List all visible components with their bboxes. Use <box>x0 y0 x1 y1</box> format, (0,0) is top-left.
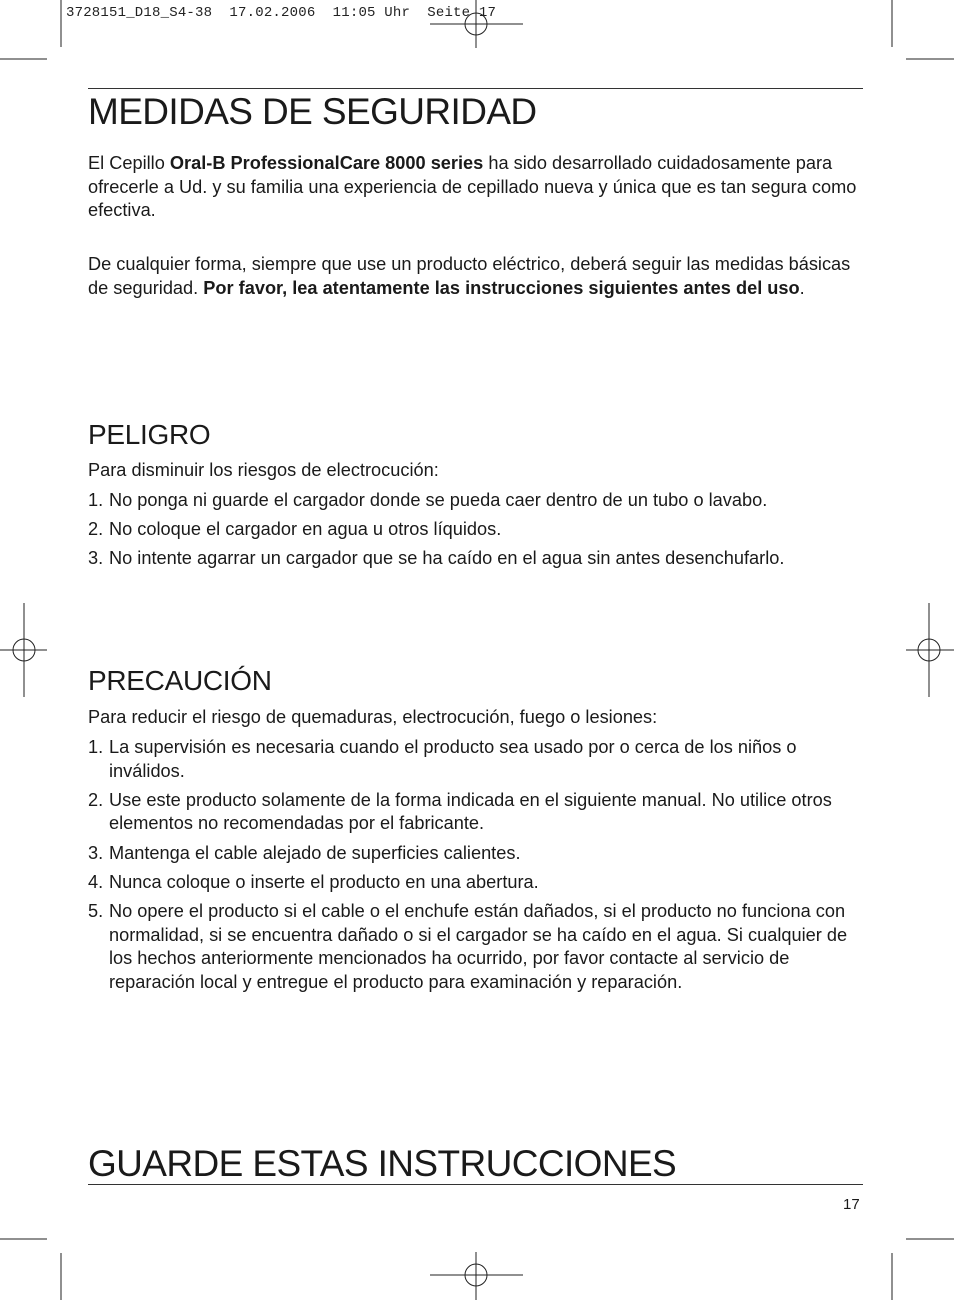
closing-heading: GUARDE ESTAS INSTRUCCIONES <box>88 1143 677 1184</box>
list-item: 5. No opere el producto si el cable o el enchufe están dañados, si el producto no funciona con normalidad, si se encuentra dañado o si el cargador se ha caído en el agua. Si cualquier de los hechos anteriormente mencionados ha ocurrido, por favor contacte al servicio de reparación local y entregue el producto para examinación y reparación. <box>88 900 848 992</box>
list-item: 1. No ponga ni guarde el cargador donde se pueda caer dentro de un tubo o lavabo. <box>88 490 768 510</box>
list-item: 2. Use este producto solamente de la forma indicada en el siguiente manual. No utilice otros elementos no recomendadas por el fabricante. <box>88 789 832 834</box>
title-rule <box>88 88 863 89</box>
precaucion-list <box>88 736 868 994</box>
list-item: 4. Nunca coloque o inserte el producto en una abertura. <box>88 871 539 892</box>
page-number: 17 <box>843 1196 860 1213</box>
peligro-lead: Para disminuir los riesgos de electrocución: <box>88 460 439 480</box>
registration-mark-left <box>0 603 47 697</box>
peligro-heading: PELIGRO <box>88 419 211 450</box>
precaucion-heading: PRECAUCIÓN <box>88 665 272 696</box>
list-item: 1. La supervisión es necesaria cuando el producto sea usado por o cerca de los niños o inválidos. <box>88 737 797 781</box>
list-item: 2. No coloque el cargador en agua u otros líquidos. <box>88 519 502 540</box>
closing-rule <box>88 1184 863 1185</box>
peligro-list <box>88 489 868 571</box>
page-title: MEDIDAS DE SEGURIDAD <box>88 91 537 132</box>
list-item: 3. Mantenga el cable alejado de superficies calientes. <box>88 842 521 863</box>
intro-paragraph-1: El Cepillo Oral-B ProfessionalCare 8000 series ha sido desarrollado cuidadosamente para ofrecerle a Ud. y su familia una experiencia de cepillado nueva y única que es tan segura como efectiva. <box>88 153 857 221</box>
registration-mark-top <box>430 0 523 48</box>
registration-mark-bottom <box>430 1252 523 1300</box>
print-slug: 3728151_D18_S4-38 17.02.2006 11:05 Uhr Seite 17 <box>66 5 497 21</box>
list-item: 3. No intente agarrar un cargador que se ha caído en el agua sin antes desenchufarlo. <box>88 548 785 569</box>
registration-mark-right <box>906 603 954 697</box>
precaucion-lead: Para reducir el riesgo de quemaduras, electrocución, fuego o lesiones: <box>88 707 658 727</box>
intro-paragraph-2: De cualquier forma, siempre que use un producto eléctrico, deberá seguir las medidas básicas de seguridad. Por favor, lea atentamente las instrucciones siguientes antes del uso. <box>88 254 851 298</box>
